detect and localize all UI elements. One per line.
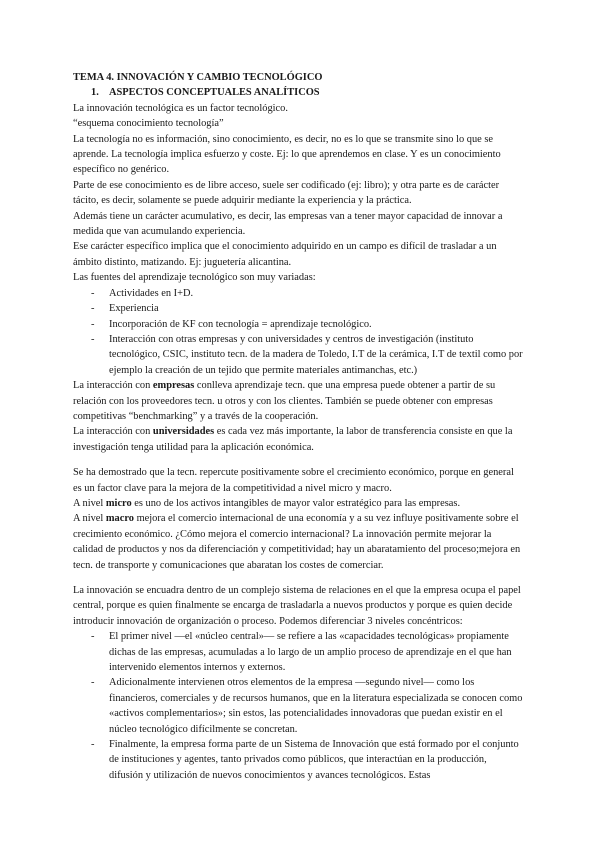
paragraph: La interacción con empresas conlleva aprendizaje tecn. que una empresa puede obtener a partir de su relación con los proveedores tecn. u otros y con los clientes. También se puede obtener con empresas competitivas “benchmarking” y a través de la cooperación. <box>73 380 496 422</box>
paragraph: A nivel macro mejora el comercio internacional de una economía y a su vez influye positivamente sobre el crecimiento económico. ¿Cómo mejora el comercio internacional? La innovación permite mejorar la calidad de productos y nos da diferenciación y competitividad; hay un abaratamiento del proceso;mejora en tecn. de transporte y comunicaciones que abaratan los costes de comerciar. <box>73 513 521 571</box>
paragraph: Ese carácter específico implica que el conocimiento adquirido en un campo es difícil de trasladar a un ámbito distinto, matizando. Ej: juguetería alicantina. <box>73 241 497 268</box>
bold-term: universidades <box>152 426 215 438</box>
bold-term: macro <box>105 513 134 525</box>
list-item: - Interacción con otras empresas y con universidades y centros de investigación (instituto tecnológico, CSIC, instituto tecn. de la madera de Toledo, I.T de la cerámica, I.T de textil como por ejemplo la creación de un tejido que permite materiales antimanchas, etc.) <box>91 333 523 376</box>
bold-term: micro <box>105 497 132 509</box>
list-item: - Incorporación de KF con tecnología = aprendizaje tecnológico. <box>73 317 523 332</box>
dash-bullet: - <box>91 333 95 345</box>
paragraph: La interacción con universidades es cada vez más importante, la labor de transferencia consiste en que la investigación tenga utilidad para la aplicación económica. <box>73 426 513 453</box>
levels-list <box>73 629 523 783</box>
list-item: - Actividades en I+D. <box>73 286 523 301</box>
sources-list <box>73 286 523 378</box>
list-item: - Experiencia <box>73 301 523 316</box>
dash-bullet: - <box>91 739 95 751</box>
paragraph: La innovación se encuadra dentro de un complejo sistema de relaciones en el que la empresa ocupa el papel central, porque es quien finalmente se encarga de trasladarla a nuevos productos y porque es quien decide introducir innovación de organización o proceso. Podemos diferenciar 3 niveles concéntricos: <box>73 585 521 627</box>
dash-bullet: - <box>91 677 95 689</box>
paragraph: Parte de ese conocimiento es de libre acceso, suele ser codificado (ej: libro); y otra parte es de carácter tácito, es decir, solamente se puede adquirir mediante la experiencia y la práctica. <box>73 179 500 207</box>
section-heading <box>73 85 523 100</box>
list-item: - Adicionalmente intervienen otros elementos de la empresa —segundo nivel— como los financieros, comerciales y de recursos humanos, que en la literatura especializada se conocen como «activos complementarios»; sin estos, las potencialidades innovadoras que puedan existir en el núcleo tecnológico difícilmente se concretan. <box>91 677 523 735</box>
section-title: ASPECTOS CONCEPTUALES ANALÍTICOS <box>109 87 320 99</box>
dash-bullet: - <box>91 287 95 299</box>
document-title: TEMA 4. INNOVACIÓN Y CAMBIO TECNOLÓGICO <box>73 72 323 83</box>
paragraph: Las fuentes del aprendizaje tecnológico son muy variadas: <box>73 272 316 284</box>
dash-bullet: - <box>91 303 95 315</box>
paragraph: Se ha demostrado que la tecn. repercute positivamente sobre el crecimiento económico, porque en general es un factor clave para la mejora de la competitividad a nivel micro y macro. <box>73 467 514 494</box>
dash-bullet: - <box>91 631 95 643</box>
dash-bullet: - <box>91 318 95 330</box>
section-number: 1. <box>91 87 99 99</box>
paragraph: La tecnología no es información, sino conocimiento, es decir, no es lo que se transmite sino lo que se aprende. La tecnología implica esfuerzo y coste. Ej: lo que aprendemos en clase. Y es un conocimiento específico no genérico. <box>73 133 501 176</box>
bold-term: empresas <box>152 380 195 392</box>
paragraph: La innovación tecnológica es un factor tecnológico. <box>73 102 288 114</box>
document-page <box>73 70 523 783</box>
list-item: - Finalmente, la empresa forma parte de un Sistema de Innovación que está formado por el conjunto de instituciones y agentes, tanto privados como públicos, que interactúan en la producción, difusión y utilización de nuevos conocimientos y avances tecnológicos. Estas <box>91 739 519 781</box>
paragraph: “esquema conocimiento tecnología” <box>73 118 224 130</box>
paragraph: A nivel micro es uno de los activos intangibles de mayor valor estratégico para las empresas. <box>73 497 461 509</box>
paragraph: Además tiene un carácter acumulativo, es decir, las empresas van a tener mayor capacidad de innovar a medida que van acumulando experiencia. <box>73 210 503 238</box>
list-item: - El primer nivel —el «núcleo central»— se refiere a las «capacidades tecnológicas» propiamente dichas de las empresas, acumuladas a lo largo de un amplio proceso de aprendizaje en el que han intervenido elementos internos y externos. <box>91 631 512 674</box>
